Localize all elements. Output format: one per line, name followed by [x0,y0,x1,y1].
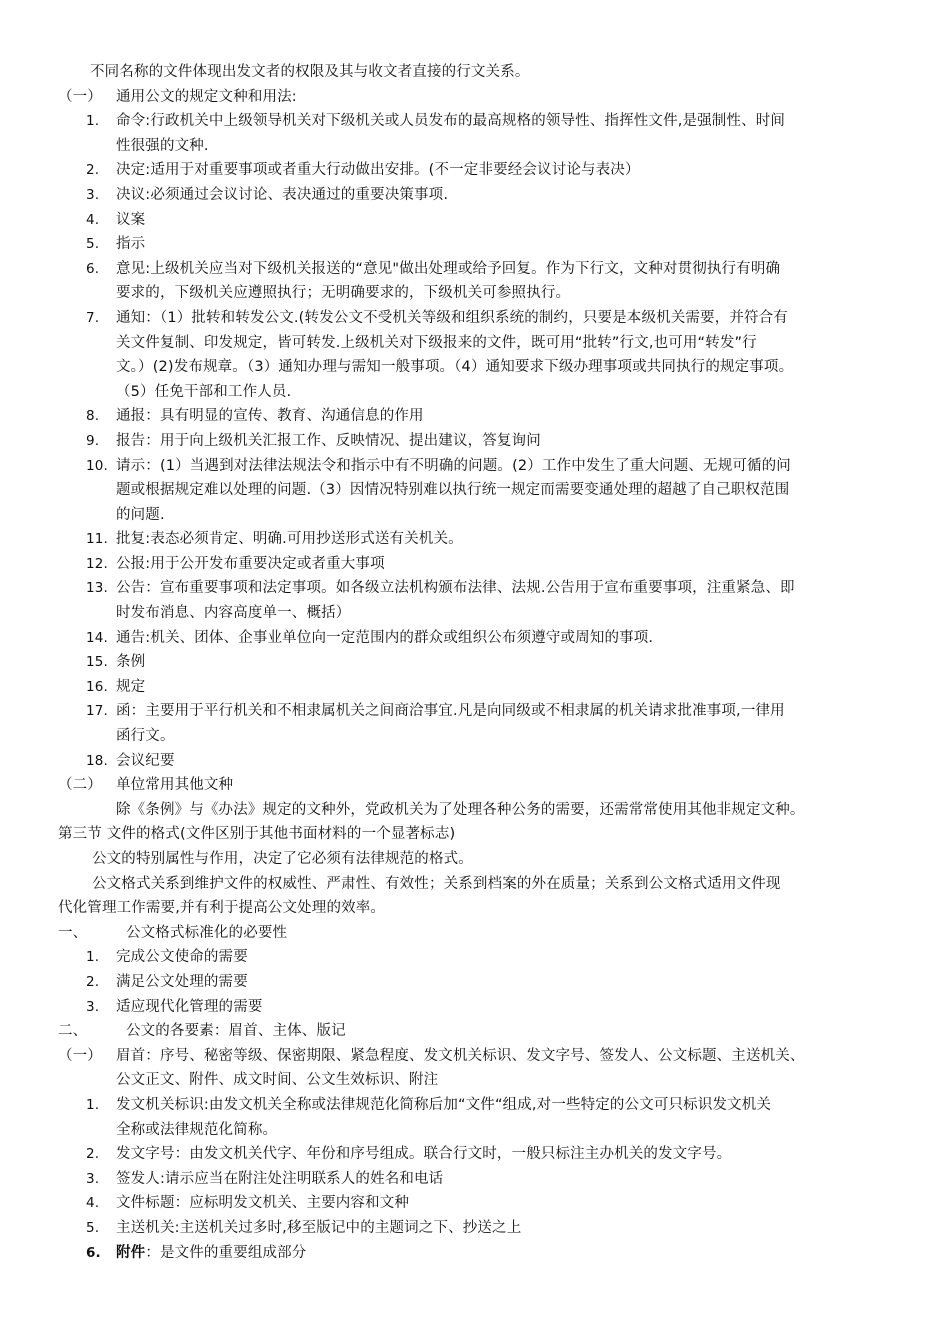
item-text: 通报：具有明显的宣传、教育、沟通信息的作用 [116,408,424,425]
part-1-heading [0,921,950,946]
item-text: 通知：（1）批转和转发公文.(转发公文不受机关等级和组织系统的制约，只要是本级机关需要，并符合有 [116,309,788,326]
part-2-sub-text-continued: 公文正文、附件、成文时间、公文生效标识、附注 [116,1072,439,1089]
list-item [0,970,950,995]
item-text: 批复:表态必须肯定、明确.可用抄送形式送有关机关。 [116,531,463,548]
item-text: 适应现代化管理的需要 [116,998,263,1015]
item-text: 函：主要用于平行机关和不相隶属机关之间商洽事宜.凡是向同级或不相隶属的机关请求批准事项,一律用 [116,703,785,720]
item-text-continued: 时发布消息、内容高度单一、概括） [116,605,351,622]
list-item [0,699,950,724]
item-text: 完成公文使命的需要 [116,949,248,966]
item-number: 1. [86,949,100,966]
item-number: 9. [86,432,100,449]
section-1-heading [0,85,950,110]
item-text: 公告：宣布重要事项和法定事项。如各级立法机构颁布法律、法规.公告用于宣布重要事项，注重紧急、即 [116,580,795,597]
list-item [0,749,950,774]
item-number: 6. [86,1244,101,1261]
list-item [0,650,950,675]
item-text: 会议纪要 [116,752,175,769]
section-3-paragraph-2-continued: 代化管理工作需要,并有利于提高公文处理的效率。 [58,900,386,917]
item-text-rest: ：是文件的重要组成部分 [145,1244,307,1261]
list-item [0,1191,950,1216]
list-item [0,158,950,183]
item-text: 满足公文处理的需要 [116,973,248,990]
section-1-title: 通用公文的规定文种和用法: [116,88,297,105]
list-item [0,945,950,970]
item-text-continued: 的问题. [116,506,165,523]
item-number: 2. [86,973,100,990]
part-2-title: 公文的各要素：眉首、主体、版记 [126,1023,346,1040]
item-text: 发文机关标识:由发文机关全称或法律规范化简称后加“文件“组成,对一些特定的公文可只标识发文机关 [116,1096,772,1113]
part-2-sub-label: （一） [58,1047,102,1064]
item-number: 12. [86,555,108,572]
part-2-subheading [0,1044,950,1069]
item-text: 请示：(1）当遇到对法律法规法令和指示中有不明确的问题。(2）工作中发生了重大问题、无规可循的问 [116,457,791,474]
list-item [0,429,950,454]
item-text-continued: 要求的，下级机关应遵照执行；无明确要求的，下级机关可参照执行。 [116,285,571,302]
list-item [0,257,950,282]
item-text: 决定:适用于对重要事项或者重大行动做出安排。(不一定非要经会议讨论与表决） [116,162,640,179]
list-item [0,232,950,257]
item-text: 决议:必须通过会议讨论、表决通过的重要决策事项. [116,186,449,203]
item-number: 10. [86,457,108,474]
section-1-list [0,109,950,773]
item-number: 7. [86,309,100,326]
part-2-heading [0,1019,950,1044]
list-item [0,1142,950,1167]
item-number: 8. [86,408,100,425]
item-number: 5. [86,1219,100,1236]
item-text-continued: 全称或法律规范化简称。 [116,1121,278,1138]
item-text-continued: 文。）(2)发布规章。（3）通知办理与需知一般事项。（4）通知要求下级办理事项或共同执行的规定事项。 [116,359,794,376]
item-text: 指示 [116,236,146,253]
section-1-label: （一） [58,88,102,105]
list-item [0,1167,950,1192]
list-item [0,1216,950,1241]
list-item [0,626,950,651]
item-number: 18. [86,752,108,769]
item-number: 16. [86,678,108,695]
item-text: 主送机关:主送机关过多时,移至版记中的主题词之下、抄送之上 [116,1219,522,1236]
item-number: 4. [86,1195,100,1212]
list-item [0,208,950,233]
item-text [116,1241,306,1266]
list-item [0,527,950,552]
list-item [0,995,950,1020]
item-number: 3. [86,1170,100,1187]
section-2-title: 单位常用其他文种 [116,777,234,794]
list-item [0,1241,950,1266]
item-text: 通告:机关、团体、企事业单位向一定范围内的群众或组织公布须遵守或周知的事项. [116,629,654,646]
section-3-title: 第三节 文件的格式(文件区别于其他书面材料的一个显著标志) [58,826,456,843]
item-number: 1. [86,1096,100,1113]
item-number: 2. [86,1146,100,1163]
item-text-continued: （5）任免干部和工作人员. [116,383,292,400]
item-text: 签发人:请示应当在附注处注明联系人的姓名和电话 [116,1170,444,1187]
item-number: 1. [86,113,100,130]
intro-paragraph: 不同名称的文件体现出发文者的权限及其与收文者直接的行文关系。 [90,64,530,80]
item-text: 议案 [116,211,146,228]
item-number: 2. [86,162,100,179]
list-item [0,675,950,700]
list-item [0,576,950,601]
item-number: 15. [86,654,108,671]
section-3-paragraph-1: 公文的特别属性与作用，决定了它必须有法律规范的格式。 [92,851,473,867]
item-text: 命令:行政机关中上级领导机关对下级机关或人员发布的最高规格的领导性、指挥性文件,是强制性、时间 [116,113,786,130]
item-text: 规定 [116,678,146,695]
item-number: 3. [86,998,100,1015]
item-text: 发文字号：由发文机关代字、年份和序号组成。联合行文时，一般只标注主办机关的发文字号。 [116,1146,732,1163]
section-2-paragraph: 除《条例》与《办法》规定的文种外，党政机关为了处理各种公务的需要，还需常常使用其他非规定文种。 [116,801,805,818]
part-2-sub-text: 眉首：序号、秘密等级、保密期限、紧急程度、发文机关标识、发文字号、签发人、公文标题、主送机关、 [116,1047,805,1064]
section-2-heading [0,773,950,798]
list-item [0,1093,950,1118]
item-text-continued: 性很强的文种. [116,137,209,154]
part-1-label: 一、 [58,924,88,941]
part-2-label: 二、 [58,1023,88,1040]
section-2-label: （二） [58,777,102,794]
item-text: 报告：用于向上级机关汇报工作、反映情况、提出建议，答复询问 [116,432,541,449]
item-text: 条例 [116,654,146,671]
item-number: 3. [86,186,100,203]
item-text: 文件标题：应标明发文机关、主要内容和文种 [116,1195,409,1212]
item-number: 11. [86,531,108,548]
item-text-continued: 函行文。 [116,728,175,745]
item-number: 13. [86,580,108,597]
list-item [0,109,950,134]
document-page [0,60,950,1265]
list-item [0,454,950,479]
item-text-continued: 题或根据规定难以处理的问题.（3）因情况特别难以执行统一规定而需要变通处理的超越了自己职权范围 [116,482,790,499]
section-3-paragraph-2: 公文格式关系到维护文件的权威性、严肃性、有效性；关系到档案的外在质量；关系到公文格式适用文件现 [92,875,781,892]
item-number: 4. [86,211,100,228]
list-item [0,404,950,429]
item-number: 6. [86,260,100,277]
item-text: 公报:用于公开发布重要决定或者重大事项 [116,555,385,572]
list-item [0,183,950,208]
list-item [0,552,950,577]
part-1-title: 公文格式标准化的必要性 [126,924,288,941]
item-number: 5. [86,236,100,253]
item-text: 意见:上级机关应当对下级机关报送的“意见"做出处理或给予回复。作为下行文，文种对贯彻执行有明确 [116,260,781,277]
item-number: 17. [86,703,108,720]
item-text-bold: 附件 [116,1244,146,1261]
item-text-continued: 关文件复制、印发规定，皆可转发.上级机关对下级报来的文件，既可用“批转”行文,也可用“转发”行 [116,334,757,351]
item-number: 14. [86,629,108,646]
list-item [0,306,950,331]
